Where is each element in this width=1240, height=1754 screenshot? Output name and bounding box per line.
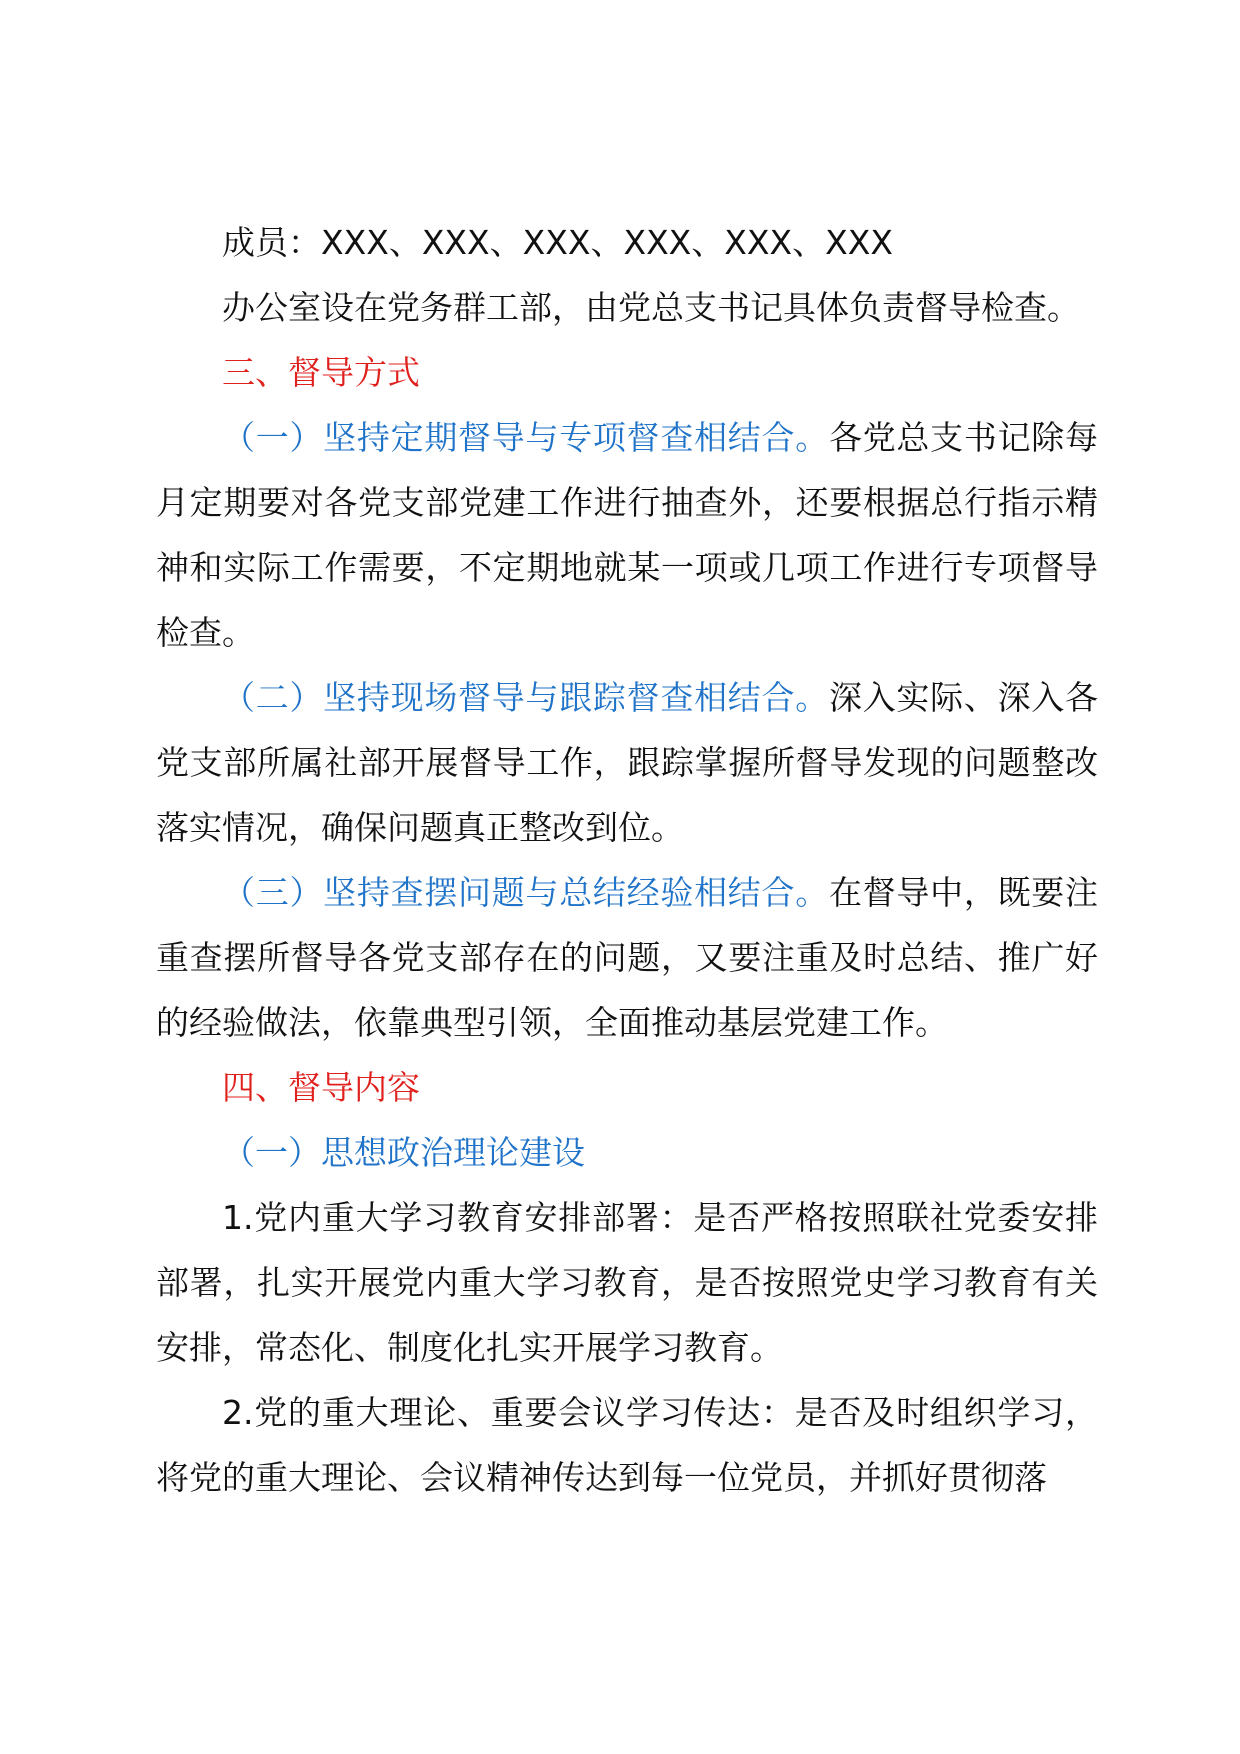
point-2: 2.党的重大理论、重要会议学习传达：是否及时组织学习，将党的重大理论、会议精神传达到每一位党员，并抓好贯彻落 bbox=[156, 1393, 1098, 1497]
item-1-body: 各党总支书记除每月定期要对各党支部党建工作进行抽查外，还要根据总行指示精神和实际工作需要，不定期地就某一项或几项工作进行专项督导检查。 bbox=[156, 418, 1099, 652]
paragraph-item-1 bbox=[156, 405, 1098, 665]
office-line: 办公室设在党务群工部，由党总支书记具体负责督导检查。 bbox=[222, 288, 1080, 327]
section-3-heading: 三、督导方式 bbox=[222, 353, 420, 392]
document-page bbox=[156, 210, 1098, 1510]
item-2-body: 深入实际、深入各党支部所属社部开展督导工作，跟踪掌握所督导发现的问题整改落实情况，确保问题真正整改到位。 bbox=[156, 678, 1099, 847]
item-1-lead: （一）坚持定期督导与专项督查相结合。 bbox=[222, 418, 829, 457]
sub-heading-1: （一）思想政治理论建设 bbox=[222, 1133, 585, 1172]
paragraph-item-2 bbox=[156, 665, 1098, 860]
item-3-lead: （三）坚持查摆问题与总结经验相结合。 bbox=[222, 873, 829, 912]
paragraph-item-3 bbox=[156, 860, 1098, 1055]
point-1: 1.党内重大学习教育安排部署：是否严格按照联社党委安排部署，扎实开展党内重大学习教育，是否按照党史学习教育有关安排，常态化、制度化扎实开展学习教育。 bbox=[156, 1198, 1098, 1367]
item-2-lead: （二）坚持现场督导与跟踪督查相结合。 bbox=[222, 678, 829, 717]
section-4-heading: 四、督导内容 bbox=[222, 1068, 420, 1107]
item-3-body: 在督导中，既要注重查摆所督导各党支部存在的问题，又要注重及时总结、推广好的经验做法，依靠典型引领，全面推动基层党建工作。 bbox=[156, 873, 1099, 1042]
members-line: 成员：XXX、XXX、XXX、XXX、XXX、XXX bbox=[222, 223, 893, 262]
